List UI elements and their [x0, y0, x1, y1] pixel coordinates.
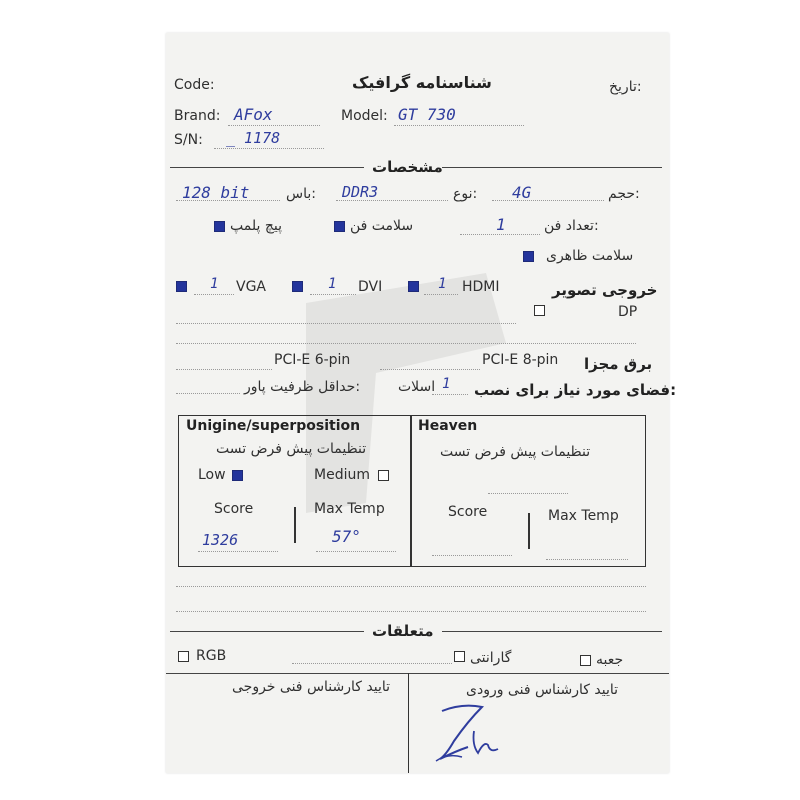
- min-psu-label: حداقل ظرفیت پاور:: [244, 379, 361, 395]
- hdmi-checkbox[interactable]: [408, 281, 419, 292]
- dp-checkbox[interactable]: [534, 305, 545, 316]
- pcie6-label: PCI-E 6-pin: [274, 352, 351, 368]
- separate-power-title: برق مجزا: [584, 355, 653, 373]
- signature-image: [428, 701, 508, 765]
- type-label: نوع:: [453, 186, 478, 202]
- video-output-title: خروجی تصویر: [552, 281, 658, 299]
- unigine-maxtemp-label: Max Temp: [314, 501, 385, 517]
- dvi-count: 1: [328, 276, 337, 292]
- entry-approval-label: تایید کارشناس فنی ورودی: [466, 682, 619, 698]
- medium-label: Medium: [314, 467, 370, 483]
- fan-count-value: 1: [496, 215, 506, 234]
- fan-count-label: تعداد فن:: [544, 218, 599, 234]
- medium-checkbox[interactable]: [378, 470, 389, 481]
- heaven-title: Heaven: [418, 418, 478, 434]
- inspection-form-sheet: [166, 33, 677, 773]
- capacity-value: 4G: [512, 183, 532, 202]
- bus-label: باس:: [286, 186, 316, 202]
- low-checkbox[interactable]: [232, 470, 243, 481]
- box-label: جعبه: [596, 652, 624, 668]
- hdmi-label: HDMI: [462, 279, 500, 295]
- unigine-score-label: Score: [214, 501, 254, 517]
- date-label: تاریخ:: [609, 79, 642, 95]
- appearance-checkbox[interactable]: [523, 251, 534, 262]
- vga-checkbox[interactable]: [176, 281, 187, 292]
- unigine-maxtemp-value: 57°: [332, 527, 361, 546]
- dp-label: DP: [618, 304, 638, 320]
- pin-screw-checkbox[interactable]: [214, 221, 225, 232]
- warranty-checkbox[interactable]: [454, 651, 465, 662]
- dvi-checkbox[interactable]: [292, 281, 303, 292]
- form-title: شناسنامه گرافیک: [352, 73, 492, 92]
- code-label: Code:: [174, 77, 215, 93]
- accessories-title: متعلقات: [372, 622, 434, 640]
- fan-health-label: سلامت فن: [350, 218, 414, 234]
- brand-value: AFox: [234, 105, 273, 124]
- capacity-label: حجم:: [608, 186, 640, 202]
- vga-count: 1: [210, 276, 219, 292]
- rgb-label: RGB: [196, 648, 227, 664]
- vga-label: VGA: [236, 279, 267, 295]
- heaven-settings: تنظیمات پیش فرض تست: [440, 444, 591, 460]
- sn-label: S/N:: [174, 132, 203, 148]
- appearance-label: سلامت ظاهری: [546, 248, 634, 264]
- box-checkbox[interactable]: [580, 655, 591, 666]
- sn-value: _ 1178: [226, 129, 281, 147]
- specs-section-title: مشخصات: [372, 158, 443, 176]
- bus-value: 128 bit: [182, 183, 250, 202]
- pcie8-label: PCI-E 8-pin: [482, 352, 559, 368]
- heaven-score-label: Score: [448, 504, 488, 520]
- install-space-label: فضای مورد نیاز برای نصب:: [474, 381, 677, 399]
- model-label: Model:: [341, 108, 388, 124]
- low-label: Low: [198, 467, 226, 483]
- unigine-score-value: 1326: [202, 531, 239, 549]
- dvi-label: DVI: [358, 279, 383, 295]
- heaven-maxtemp-label: Max Temp: [548, 508, 619, 524]
- type-value: DDR3: [342, 183, 379, 201]
- rgb-checkbox[interactable]: [178, 651, 189, 662]
- warranty-label: گارانتی: [470, 650, 512, 666]
- exit-approval-label: تایید کارشناس فنی خروجی: [232, 679, 391, 695]
- brand-label: Brand:: [174, 108, 221, 124]
- hdmi-count: 1: [438, 276, 447, 292]
- slots-value: 1: [442, 376, 451, 392]
- unigine-settings: تنظیمات پیش فرض تست: [216, 441, 367, 457]
- unigine-title: Unigine/superposition: [186, 418, 361, 434]
- fan-health-checkbox[interactable]: [334, 221, 345, 232]
- slots-label: اسلات: [398, 379, 436, 395]
- pin-screw-label: پیچ پلمپ: [230, 218, 282, 234]
- model-value: GT 730: [398, 105, 456, 124]
